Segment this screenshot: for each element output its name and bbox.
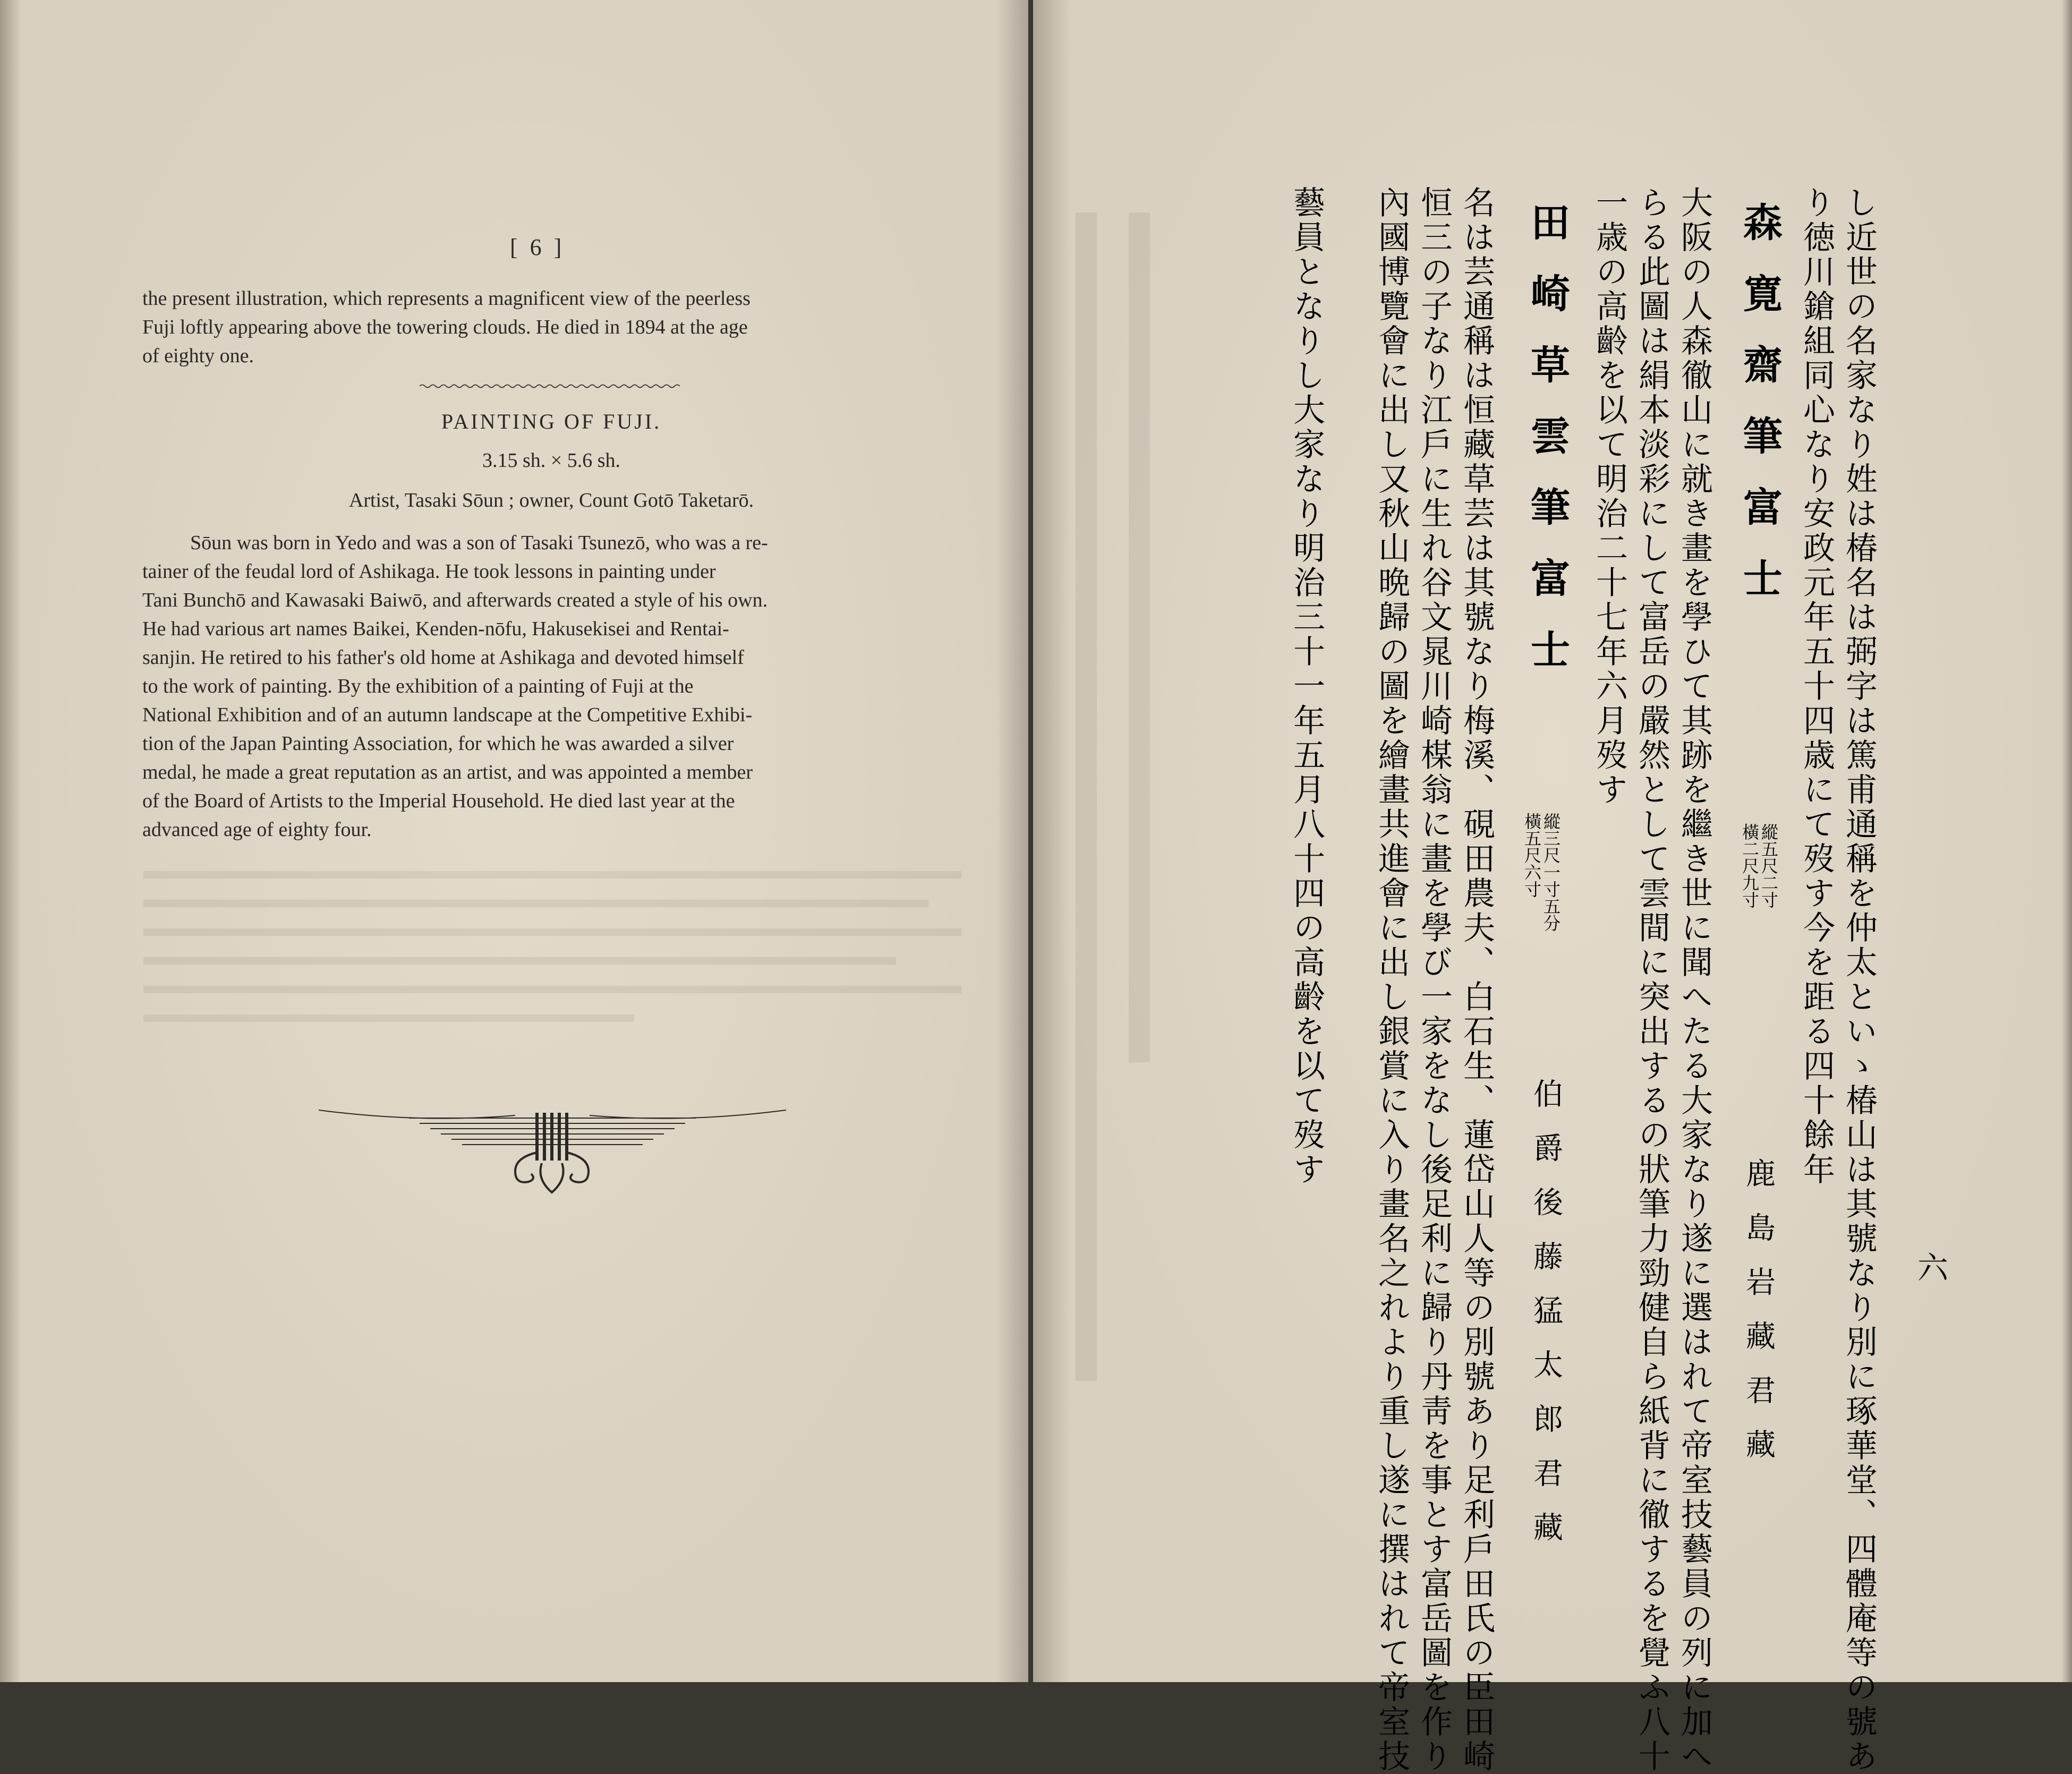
text-column: 大阪の人森徹山に就き畫を學ひて其跡を繼き世に聞へたる大家なり遂に選はれて帝室技藝員の列に加へ <box>1676 186 1713 1774</box>
text-line: Sōun was born in Yedo and was a son of Tasaki Tsunezō, who was a re- <box>190 532 768 554</box>
text-line: of the Board of Artists to the Imperial Household. He died last year at the <box>142 790 735 812</box>
text-column: 恒三の子なり江戶に生れ谷文晁川崎楳翁に畫を學び一家をなし後足利に歸り丹靑を事とす富岳圖を作り <box>1416 186 1453 1774</box>
page-edge-shadow <box>0 0 21 1682</box>
page-number: [ 6 ] <box>510 234 565 260</box>
text-line: He had various art names Baikei, Kenden-nōfu, Hakusekisei and Rentai- <box>142 618 729 640</box>
text-column: 一歳の高齡を以て明治二十七年六月歿す <box>1591 186 1628 807</box>
continuation-paragraph <box>142 284 960 370</box>
text-column: 名は芸通稱は恒藏草芸は其號なり梅溪、硯田農夫、白石生、蓮岱山人等の別號あり足利戶田氏の臣田崎 <box>1458 186 1495 1774</box>
text-line: of eighty one. <box>142 345 254 367</box>
text-line: tainer of the feudal lord of Ashikaga. He took lessons in painting under <box>142 560 716 583</box>
text-line: advanced age of eighty four. <box>142 818 372 841</box>
left-page <box>0 0 1028 1682</box>
page-edge-shadow <box>2061 0 2072 1682</box>
text-column: 內國博覽會に出し又秋山晩歸の圖を繪畫共進會に出し銀賞に入り畫名之れより重し遂に撰はれて帝室技 <box>1373 186 1410 1774</box>
gutter-shadow <box>996 0 1028 1682</box>
decorative-ornament <box>313 1094 791 1200</box>
text-column: 藝員となりし大家なり明治三十一年五月八十四の高齡を以て歿す <box>1288 186 1325 1187</box>
text-column: り徳川鎗組同心なり安政元年五十四歳にて歿す今を距る四十餘年 <box>1798 186 1835 1187</box>
bleed-through-block <box>1065 212 1171 1434</box>
artist-owner-line: Artist, Tasaki Sōun ; owner, Count Gotō Taketarō. <box>348 489 754 511</box>
text-line: tion of the Japan Painting Association, for which he was awarded a silver <box>142 732 734 755</box>
painting-owner: 鹿島岩藏君藏 <box>1741 1158 1776 1483</box>
wavy-rule <box>420 382 680 390</box>
text-line: National Exhibition and of an autumn landscape at the Competitive Exhibi- <box>142 704 753 726</box>
text-column: らる此圖は絹本淡彩にして富岳の嚴然として雲間に突出するの狀筆力勁健自ら紙背に徹するを覺ふ八十 <box>1633 186 1670 1774</box>
page-number: 六 <box>1917 1250 1949 1286</box>
painting-size: 縱三尺一寸五分 橫五尺六寸 <box>1522 813 1561 932</box>
painting-size: 縱五尺二寸 橫二尺九寸 <box>1740 823 1779 908</box>
text-line: medal, he made a great reputation as an artist, and was appointed a member <box>142 761 753 783</box>
biography-paragraph <box>142 528 960 844</box>
text-line: Tani Bunchō and Kawasaki Baiwō, and afterwards created a style of his own. <box>142 589 768 611</box>
text-column: し近世の名家なり姓は椿名は弼字は篤甫通稱を仲太といゝ椿山は其號なり別に琢華堂、四體庵等の號あ <box>1840 186 1878 1774</box>
section-heading: PAINTING OF FUJI. <box>441 410 662 433</box>
text-line: the present illustration, which represents a magnificent view of the peerless <box>142 287 751 310</box>
painting-owner: 伯爵後藤猛太郎君藏 <box>1529 1078 1563 1566</box>
painting-dimensions: 3.15 sh. × 5.6 sh. <box>482 449 620 472</box>
text-line: sanjin. He retired to his father's old home at Ashikaga and devoted himself <box>142 646 744 669</box>
painting-title: 森寛齋筆富士 <box>1737 202 1783 629</box>
painting-title: 田崎草雲筆富士 <box>1524 202 1570 700</box>
text-line: to the work of painting. By the exhibition of a painting of Fuji at the <box>142 675 694 697</box>
text-line: Fuji loftly appearing above the towering clouds. He died in 1894 at the age <box>142 316 748 338</box>
